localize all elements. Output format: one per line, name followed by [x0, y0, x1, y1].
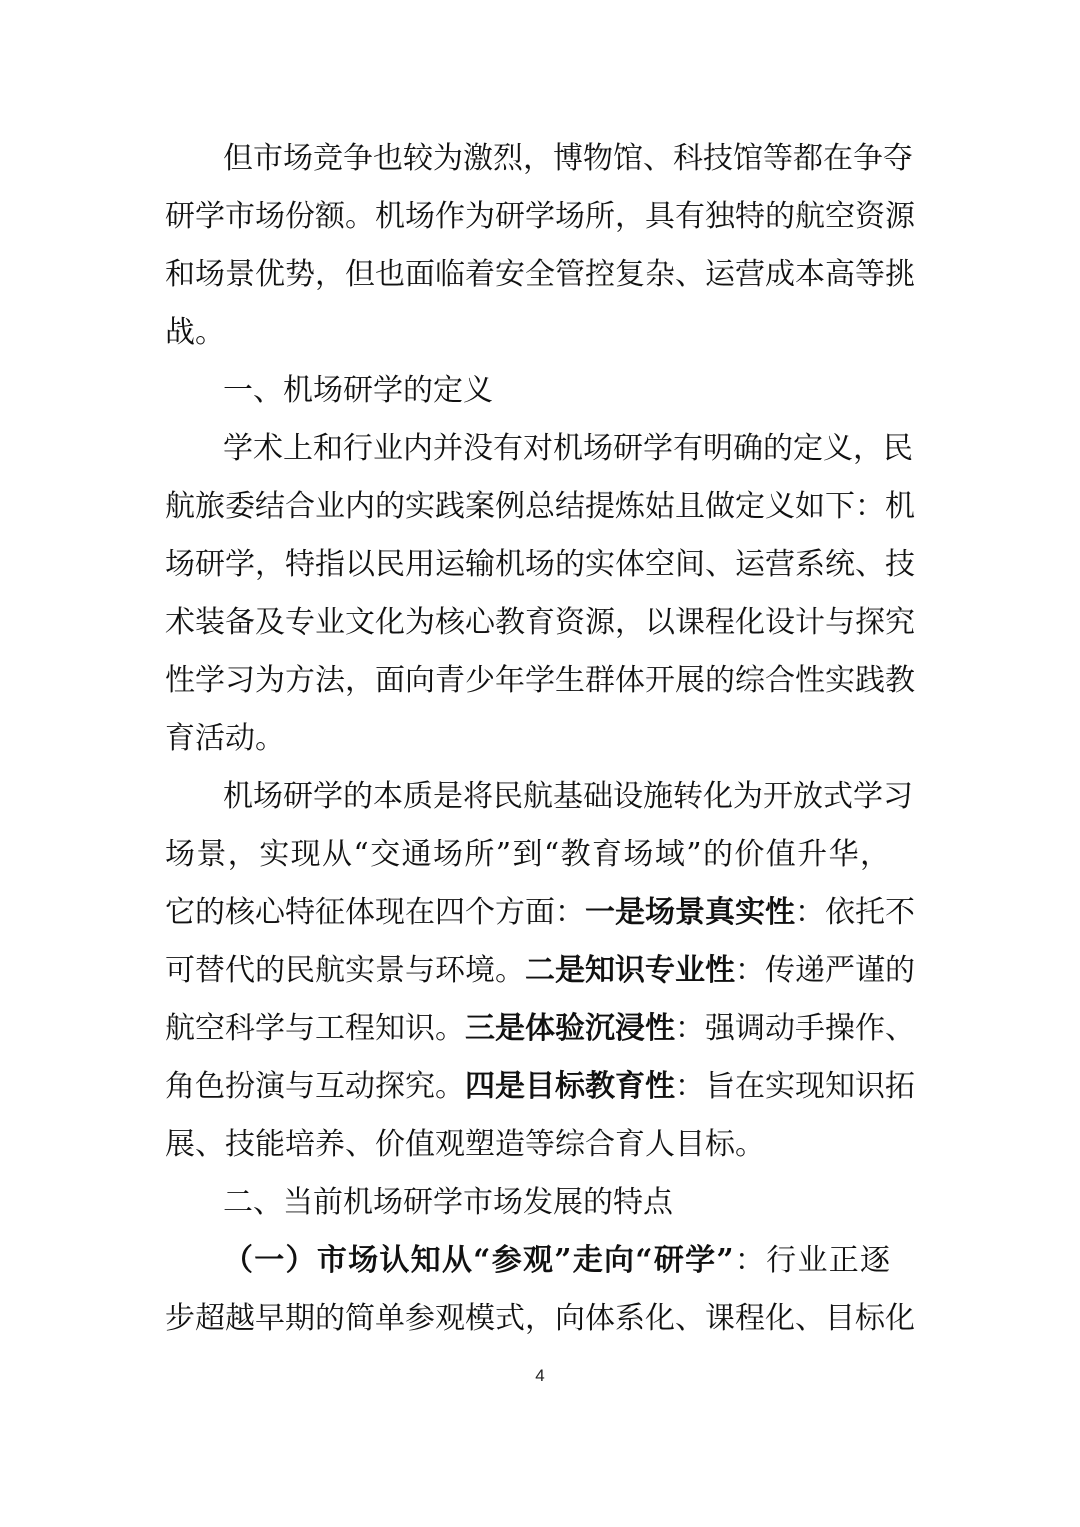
- text-run: 可替代的民航实景与环境。: [165, 953, 525, 988]
- paragraph-line: [165, 1058, 915, 1116]
- paragraph-line: 展、技能培养、价值观塑造等综合育人目标。: [165, 1127, 765, 1162]
- bold-key-term: 四是目标教育性: [465, 1069, 675, 1104]
- paragraph-line: 战。: [165, 315, 225, 350]
- bold-key-term: 一是场景真实性: [585, 895, 795, 930]
- text-run: 角色扮演与互动探究。: [165, 1069, 465, 1104]
- paragraph-line: 航旅委结合业内的实践案例总结提炼姑且做定义如下：机: [165, 489, 915, 524]
- text-run: ：行业正逐: [733, 1243, 890, 1278]
- section-heading-1: 一、机场研学的定义: [223, 373, 493, 408]
- paragraph-line: [165, 884, 915, 942]
- paragraph-line: 术装备及专业文化为核心教育资源，以课程化设计与探究: [165, 605, 915, 640]
- paragraph-line: [165, 1000, 915, 1058]
- bold-key-term: 二是知识专业性: [525, 953, 735, 988]
- text-run: 航空科学与工程知识。: [165, 1011, 465, 1046]
- page-number: 4: [535, 1366, 545, 1385]
- text-run: ：旨在实现知识拓: [675, 1069, 915, 1104]
- paragraph-line: 育活动。: [165, 721, 285, 756]
- text-run: ：强调动手操作、: [675, 1011, 915, 1046]
- paragraph-line: 和场景优势，但也面临着安全管控复杂、运营成本高等挑: [165, 257, 915, 292]
- text-run: 它的核心特征体现在四个方面：: [165, 895, 585, 930]
- subsection-heading: （一）市场认知从“参观”走向“研学”: [223, 1243, 734, 1278]
- paragraph-line: 学术上和行业内并没有对机场研学有明确的定义，民: [223, 431, 913, 466]
- bold-key-term: 三是体验沉浸性: [465, 1011, 675, 1046]
- text-run: ：依托不: [795, 895, 915, 930]
- paragraph-line: 场景，实现从“交通场所”到“教育场域”的价值升华，: [165, 837, 890, 872]
- text-run: ：传递严谨的: [735, 953, 915, 988]
- paragraph-line: 研学市场份额。机场作为研学场所，具有独特的航空资源: [165, 199, 915, 234]
- paragraph-line: 机场研学的本质是将民航基础设施转化为开放式学习: [223, 779, 913, 814]
- paragraph-line: [165, 942, 915, 1000]
- section-heading-2: 二、当前机场研学市场发展的特点: [223, 1185, 673, 1220]
- paragraph-line: [223, 1232, 890, 1290]
- paragraph-line: 但市场竞争也较为激烈，博物馆、科技馆等都在争夺: [223, 141, 913, 176]
- paragraph-line: 步超越早期的简单参观模式，向体系化、课程化、目标化: [165, 1301, 915, 1336]
- paragraph-line: 场研学，特指以民用运输机场的实体空间、运营系统、技: [165, 547, 915, 582]
- paragraph-line: 性学习为方法，面向青少年学生群体开展的综合性实践教: [165, 663, 915, 698]
